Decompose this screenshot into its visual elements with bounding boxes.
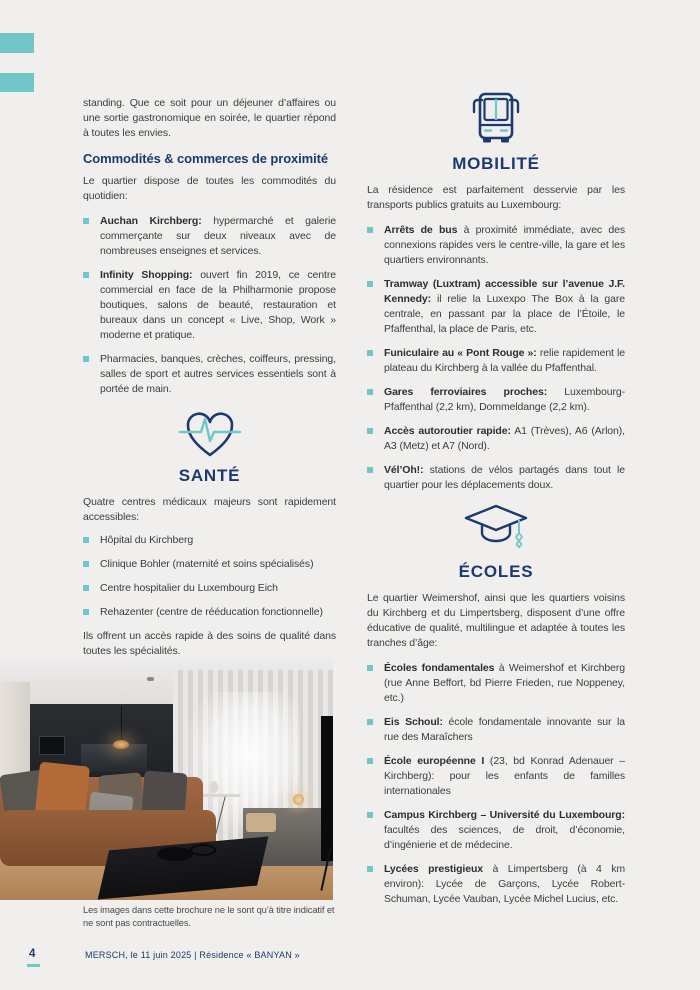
list-item: Lycées prestigieux à Limpertsberg (à 4 km environ): Lycée de Garçons, Lycée Robert-Schuman, Lycée Vauban, Lycée Michel Lucius, etc. (367, 862, 625, 907)
list-item: Auchan Kirchberg: hypermarché et galerie commerçante sur deux niveaux avec de nombreuses enseignes et services. (83, 214, 336, 259)
list-item: Pharmacies, banques, crèches, coiffeurs, pressing, salles de sport et autres services essentiels sont à portée de main. (83, 352, 336, 397)
intro-paragraph: standing. Que ce soit pour un déjeuner d’affaires ou une sortie gastronomique en soirée, le quartier répond à toutes les envies. (83, 97, 336, 139)
interior-photo (0, 658, 333, 900)
list-item: Clinique Bohler (maternité et soins spécialisés) (83, 557, 336, 572)
photo-spotlight (147, 677, 154, 681)
photo-shelf (81, 744, 147, 772)
list-item: Arrêts de bus à proximité immédiate, avec des connexions rapides vers le centre-ville, la gare et les quartiers environnants. (367, 223, 625, 268)
left-column (83, 96, 336, 659)
list-item: Tramway (Luxtram) accessible sur l’avenue J.F. Kennedy: il relie la Luxexpo The Box à la gare centrale, en passant par la place de l’Étoile, le Pfaffenthal, la place de Paris, etc. (367, 277, 625, 337)
heart-pulse-icon (83, 406, 336, 460)
sante-list (83, 533, 336, 620)
list-item: École européenne I (23, bd Konrad Adenauer – Kirchberg): pour les enfants de familles internationales (367, 754, 625, 799)
ecoles-list (367, 661, 625, 907)
sante-outro: Ils offrent un accès rapide à des soins de qualité dans toutes les spécialités. (83, 630, 336, 657)
list-item: Vél’Oh!: stations de vélos partagés dans tout le quartier pour les déplacements doux. (367, 463, 625, 493)
commodites-list (83, 214, 336, 397)
footer-text: MERSCH, le 11 juin 2025 | Résidence « BANYAN » (85, 950, 300, 960)
photo-oven (39, 736, 65, 755)
list-item: Hôpital du Kirchberg (83, 533, 336, 548)
photo-side-table (203, 794, 240, 797)
corner-accent-top (0, 33, 34, 53)
graduation-cap-icon (367, 502, 625, 556)
corner-accent-bottom (0, 73, 34, 92)
sante-intro: Quatre centres médicaux majeurs sont rapidement accessibles: (83, 496, 336, 523)
list-item: Funiculaire au « Pont Rouge »: relie rapidement le plateau du Kirchberg à la vallée du Pfaffenthal. (367, 346, 625, 376)
photo-pendant-cord (121, 706, 122, 740)
list-item: Gares ferroviaires proches: Luxembourg-Pfaffenthal (2,2 km), Dommeldange (2,2 km). (367, 385, 625, 415)
mobilite-intro: La résidence est parfaitement desservie par les transports publics gratuits au Luxembourg: (367, 184, 625, 211)
list-item: Eis Schoul: école fondamentale innovante sur la rue des Maraîchers (367, 715, 625, 745)
ecoles-title: ÉCOLES (458, 562, 534, 581)
photo-vase (210, 781, 218, 793)
bus-icon (367, 88, 625, 148)
ecoles-intro: Le quartier Weimershof, ainsi que les quartiers voisins du Kirchberg et du Limpertsberg, disposent d’une offre éducative de qualité, multilingue et adaptée à toutes les tranches d’âge: (367, 592, 625, 649)
photo-tv (321, 716, 333, 861)
right-column (367, 86, 625, 916)
list-item: Campus Kirchberg – Université du Luxembourg: facultés des sciences, de droit, d’économie, d’ingénierie et de médecine. (367, 808, 625, 853)
photo-lamp (293, 794, 304, 805)
list-item: Infinity Shopping: ouvert fin 2019, ce centre commercial en face de la Philharmonie propose boutiques, salons de beauté, restauration et bureaux dans un concept « Live, Shop, Work » moderne et pratique. (83, 268, 336, 343)
photo-basket (246, 813, 276, 832)
mobilite-title: MOBILITÉ (452, 154, 540, 173)
commodites-intro: Le quartier dispose de toutes les commodités du quotidien: (83, 175, 336, 202)
list-item: Centre hospitalier du Luxembourg Eich (83, 581, 336, 596)
mobilite-list (367, 223, 625, 493)
page-footer (0, 946, 700, 976)
sante-title: SANTÉ (178, 466, 241, 485)
page-number-accent (27, 964, 40, 967)
page-number: 4 (29, 948, 36, 960)
commodites-heading: Commodités & commerces de proximité (83, 151, 329, 166)
list-item: Rehazenter (centre de rééducation fonctionnelle) (83, 605, 336, 620)
list-item: Écoles fondamentales à Weimershof et Kirchberg (rue Anne Beffort, bd Pierre Frieden, rue Noppeney, etc.) (367, 661, 625, 706)
photo-caption: Les images dans cette brochure ne le sont qu’à titre indicatif et ne sont pas contractuelles. (83, 905, 335, 929)
list-item: Accès autoroutier rapide: A1 (Trèves), A6 (Arlon), A3 (Metz) et A7 (Nord). (367, 424, 625, 454)
